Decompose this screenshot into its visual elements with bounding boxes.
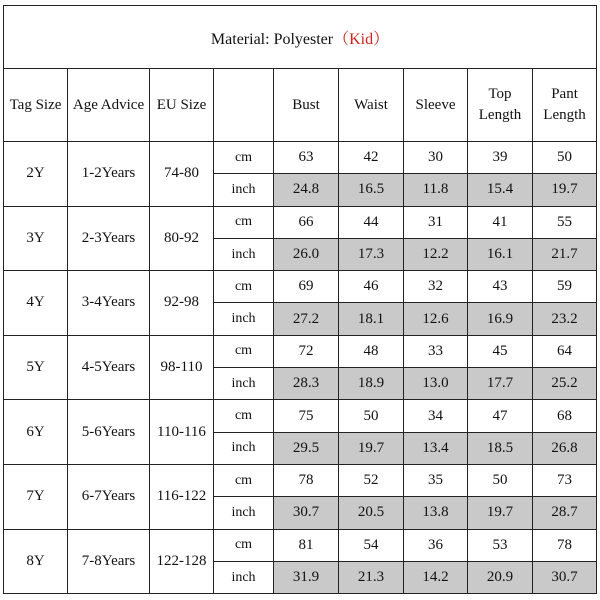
unit-cm-label: cm	[214, 464, 274, 496]
unit-cm-label: cm	[214, 400, 274, 432]
age-advice-cell: 6-7Years	[68, 464, 150, 529]
header-bust: Bust	[274, 69, 339, 142]
cm-value-cell: 68	[533, 400, 597, 432]
inch-value-cell: 14.2	[404, 561, 468, 593]
cm-value-cell: 33	[404, 335, 468, 367]
title-close-paren: ）	[373, 30, 390, 48]
table-row	[4, 400, 597, 432]
tag-size-cell: 4Y	[4, 271, 68, 336]
inch-value-cell: 21.7	[533, 238, 597, 270]
cm-value-cell: 81	[274, 529, 339, 561]
cm-value-cell: 69	[274, 271, 339, 303]
eu-size-cell: 74-80	[150, 142, 214, 207]
eu-size-cell: 116-122	[150, 464, 214, 529]
cm-value-cell: 44	[339, 206, 404, 238]
cm-value-cell: 46	[339, 271, 404, 303]
unit-inch-label: inch	[214, 561, 274, 593]
unit-inch-label: inch	[214, 497, 274, 529]
inch-value-cell: 15.4	[468, 174, 533, 206]
cm-value-cell: 78	[274, 464, 339, 496]
cm-value-cell: 54	[339, 529, 404, 561]
table-body	[4, 142, 597, 594]
cm-value-cell: 53	[468, 529, 533, 561]
cm-value-cell: 73	[533, 464, 597, 496]
inch-value-cell: 17.7	[468, 368, 533, 400]
cm-value-cell: 45	[468, 335, 533, 367]
tag-size-cell: 6Y	[4, 400, 68, 465]
header-top-length-line2: Length	[478, 107, 522, 123]
cm-value-cell: 64	[533, 335, 597, 367]
size-table	[3, 5, 597, 594]
unit-inch-label: inch	[214, 432, 274, 464]
cm-value-cell: 75	[274, 400, 339, 432]
inch-value-cell: 18.9	[339, 368, 404, 400]
inch-value-cell: 19.7	[468, 497, 533, 529]
age-advice-cell: 5-6Years	[68, 400, 150, 465]
table-row	[4, 206, 597, 238]
inch-value-cell: 25.2	[533, 368, 597, 400]
header-pant-length-line2: Length	[543, 107, 586, 123]
header-top-length-line1: Top	[488, 86, 512, 102]
inch-value-cell: 12.6	[404, 303, 468, 335]
inch-value-cell: 28.3	[274, 368, 339, 400]
header-top-length	[468, 69, 533, 142]
cm-value-cell: 78	[533, 529, 597, 561]
inch-value-cell: 13.0	[404, 368, 468, 400]
title-kid-label: Kid	[349, 30, 374, 48]
cm-value-cell: 66	[274, 206, 339, 238]
header-row	[4, 69, 597, 142]
cm-value-cell: 50	[339, 400, 404, 432]
inch-value-cell: 30.7	[533, 561, 597, 593]
title-open-paren: （	[333, 30, 350, 48]
eu-size-cell: 122-128	[150, 529, 214, 594]
age-advice-cell: 2-3Years	[68, 206, 150, 271]
inch-value-cell: 30.7	[274, 497, 339, 529]
cm-value-cell: 48	[339, 335, 404, 367]
inch-value-cell: 29.5	[274, 432, 339, 464]
inch-value-cell: 17.3	[339, 238, 404, 270]
inch-value-cell: 16.1	[468, 238, 533, 270]
header-age-advice: Age Advice	[68, 69, 150, 142]
table-row	[4, 335, 597, 367]
age-advice-cell: 7-8Years	[68, 529, 150, 594]
inch-value-cell: 16.9	[468, 303, 533, 335]
unit-inch-label: inch	[214, 303, 274, 335]
cm-value-cell: 31	[404, 206, 468, 238]
table-title	[4, 6, 597, 69]
inch-value-cell: 26.0	[274, 238, 339, 270]
eu-size-cell: 110-116	[150, 400, 214, 465]
cm-value-cell: 50	[468, 464, 533, 496]
tag-size-cell: 3Y	[4, 206, 68, 271]
header-pant-length-line1: Pant	[551, 86, 578, 102]
tag-size-cell: 5Y	[4, 335, 68, 400]
tag-size-cell: 2Y	[4, 142, 68, 207]
cm-value-cell: 34	[404, 400, 468, 432]
cm-value-cell: 42	[339, 142, 404, 174]
table-row	[4, 271, 597, 303]
cm-value-cell: 55	[533, 206, 597, 238]
inch-value-cell: 21.3	[339, 561, 404, 593]
age-advice-cell: 1-2Years	[68, 142, 150, 207]
header-waist: Waist	[339, 69, 404, 142]
table-row	[4, 529, 597, 561]
unit-cm-label: cm	[214, 529, 274, 561]
tag-size-cell: 7Y	[4, 464, 68, 529]
cm-value-cell: 35	[404, 464, 468, 496]
inch-value-cell: 16.5	[339, 174, 404, 206]
inch-value-cell: 13.8	[404, 497, 468, 529]
header-unit	[214, 69, 274, 142]
cm-value-cell: 63	[274, 142, 339, 174]
inch-value-cell: 18.1	[339, 303, 404, 335]
inch-value-cell: 20.5	[339, 497, 404, 529]
inch-value-cell: 23.2	[533, 303, 597, 335]
cm-value-cell: 43	[468, 271, 533, 303]
unit-inch-label: inch	[214, 238, 274, 270]
cm-value-cell: 47	[468, 400, 533, 432]
tag-size-cell: 8Y	[4, 529, 68, 594]
unit-cm-label: cm	[214, 206, 274, 238]
inch-value-cell: 11.8	[404, 174, 468, 206]
cm-value-cell: 39	[468, 142, 533, 174]
header-tag-size: Tag Size	[4, 69, 68, 142]
inch-value-cell: 12.2	[404, 238, 468, 270]
inch-value-cell: 20.9	[468, 561, 533, 593]
cm-value-cell: 59	[533, 271, 597, 303]
header-sleeve: Sleeve	[404, 69, 468, 142]
age-advice-cell: 3-4Years	[68, 271, 150, 336]
cm-value-cell: 52	[339, 464, 404, 496]
cm-value-cell: 72	[274, 335, 339, 367]
table-row	[4, 464, 597, 496]
header-pant-length	[533, 69, 597, 142]
inch-value-cell: 18.5	[468, 432, 533, 464]
cm-value-cell: 41	[468, 206, 533, 238]
size-chart	[3, 5, 596, 595]
cm-value-cell: 32	[404, 271, 468, 303]
unit-cm-label: cm	[214, 335, 274, 367]
inch-value-cell: 13.4	[404, 432, 468, 464]
age-advice-cell: 4-5Years	[68, 335, 150, 400]
header-eu-size: EU Size	[150, 69, 214, 142]
unit-cm-label: cm	[214, 271, 274, 303]
table-row	[4, 142, 597, 174]
eu-size-cell: 80-92	[150, 206, 214, 271]
cm-value-cell: 50	[533, 142, 597, 174]
inch-value-cell: 26.8	[533, 432, 597, 464]
inch-value-cell: 28.7	[533, 497, 597, 529]
eu-size-cell: 92-98	[150, 271, 214, 336]
cm-value-cell: 30	[404, 142, 468, 174]
unit-inch-label: inch	[214, 368, 274, 400]
inch-value-cell: 31.9	[274, 561, 339, 593]
inch-value-cell: 27.2	[274, 303, 339, 335]
eu-size-cell: 98-110	[150, 335, 214, 400]
cm-value-cell: 36	[404, 529, 468, 561]
unit-inch-label: inch	[214, 174, 274, 206]
inch-value-cell: 24.8	[274, 174, 339, 206]
title-text: Material: Polyester	[210, 30, 334, 48]
unit-cm-label: cm	[214, 142, 274, 174]
inch-value-cell: 19.7	[533, 174, 597, 206]
inch-value-cell: 19.7	[339, 432, 404, 464]
